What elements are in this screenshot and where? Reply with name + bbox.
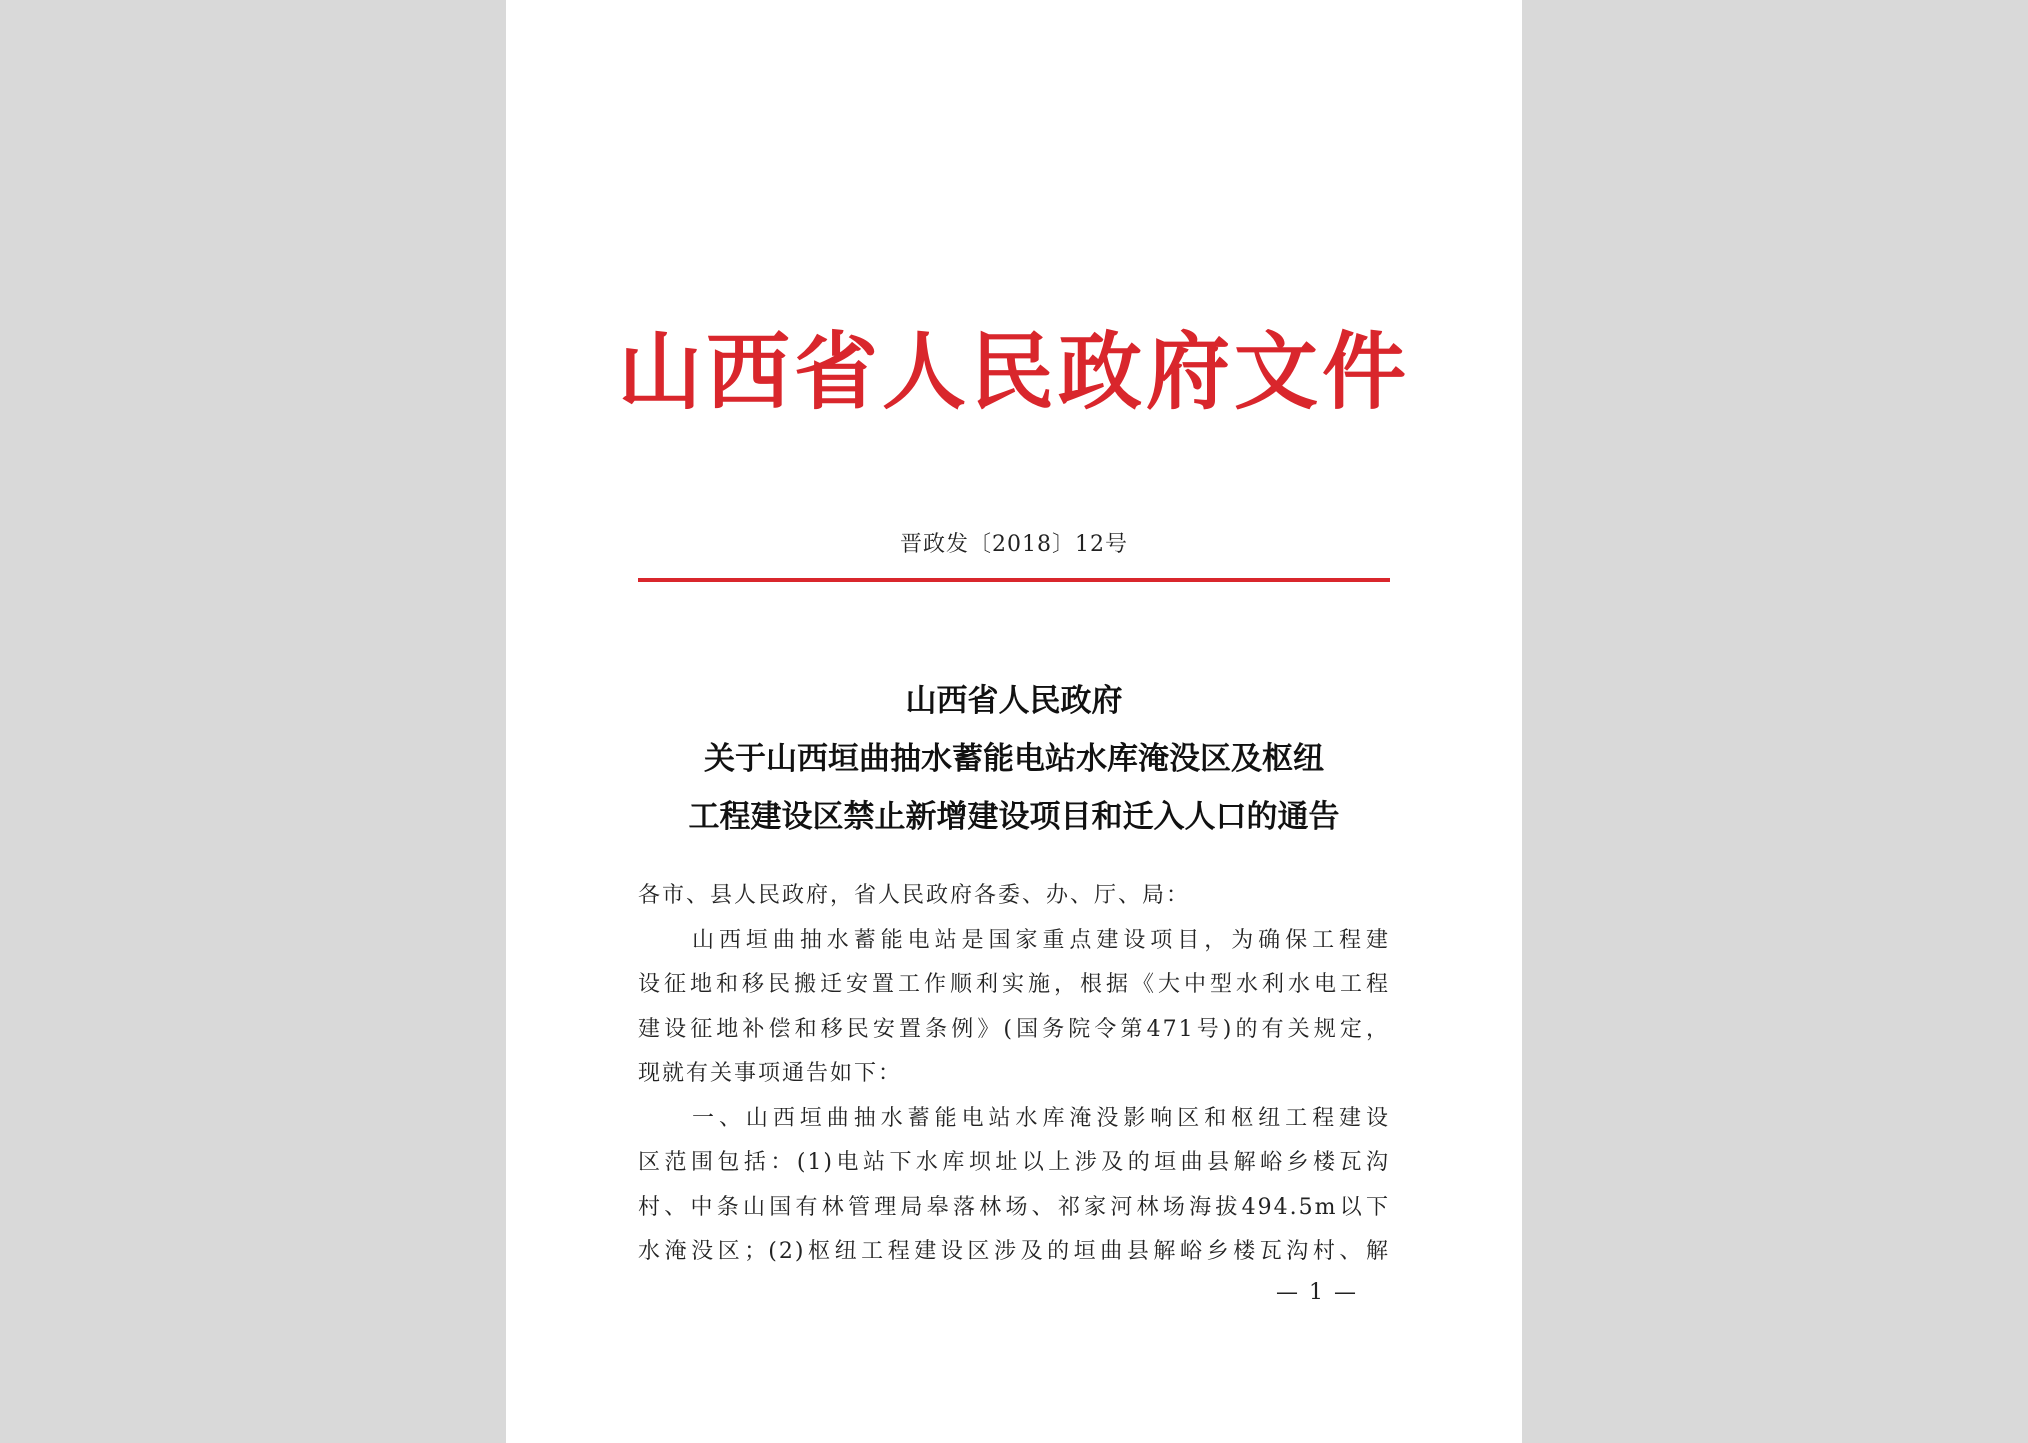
body-line: 山西垣曲抽水蓄能电站是国家重点建设项目，为确保工程建 <box>692 927 1390 953</box>
notice-title-line: 山西省人民政府 <box>905 683 1123 719</box>
document-header-title: 山西省人民政府文件 <box>617 322 1410 421</box>
page-number: — 1 — <box>1276 1280 1358 1305</box>
body-line: 一、山西垣曲抽水蓄能电站水库淹没影响区和枢纽工程建设 <box>692 1105 1390 1131</box>
body-line: 区范围包括：(1)电站下水库坝址以上涉及的垣曲县解峪乡楼瓦沟 <box>638 1150 1390 1175</box>
red-divider-line <box>638 578 1390 582</box>
body-line: 现就有关事项通告如下： <box>638 1061 903 1086</box>
notice-title-line: 工程建设区禁止新增建设项目和迁入人口的通告 <box>688 799 1340 835</box>
notice-body <box>638 874 1390 1275</box>
document-page <box>506 0 1522 1443</box>
body-line: 水淹没区；(2)枢纽工程建设区涉及的垣曲县解峪乡楼瓦沟村、解 <box>638 1239 1390 1264</box>
body-line: 村、中条山国有林管理局皋落林场、祁家河林场海拔494.5m以下 <box>638 1194 1390 1220</box>
document-number: 晋政发〔2018〕12号 <box>900 532 1128 557</box>
body-line: 建设征地补偿和移民安置条例》(国务院令第471号)的有关规定， <box>638 1016 1390 1042</box>
notice-title <box>638 672 1390 846</box>
body-line: 设征地和移民搬迁安置工作顺利实施，根据《大中型水利水电工程 <box>638 972 1390 997</box>
notice-title-line: 关于山西垣曲抽水蓄能电站水库淹没区及枢纽 <box>704 741 1324 777</box>
addressee-line: 各市、县人民政府，省人民政府各委、办、厅、局： <box>638 883 1191 908</box>
